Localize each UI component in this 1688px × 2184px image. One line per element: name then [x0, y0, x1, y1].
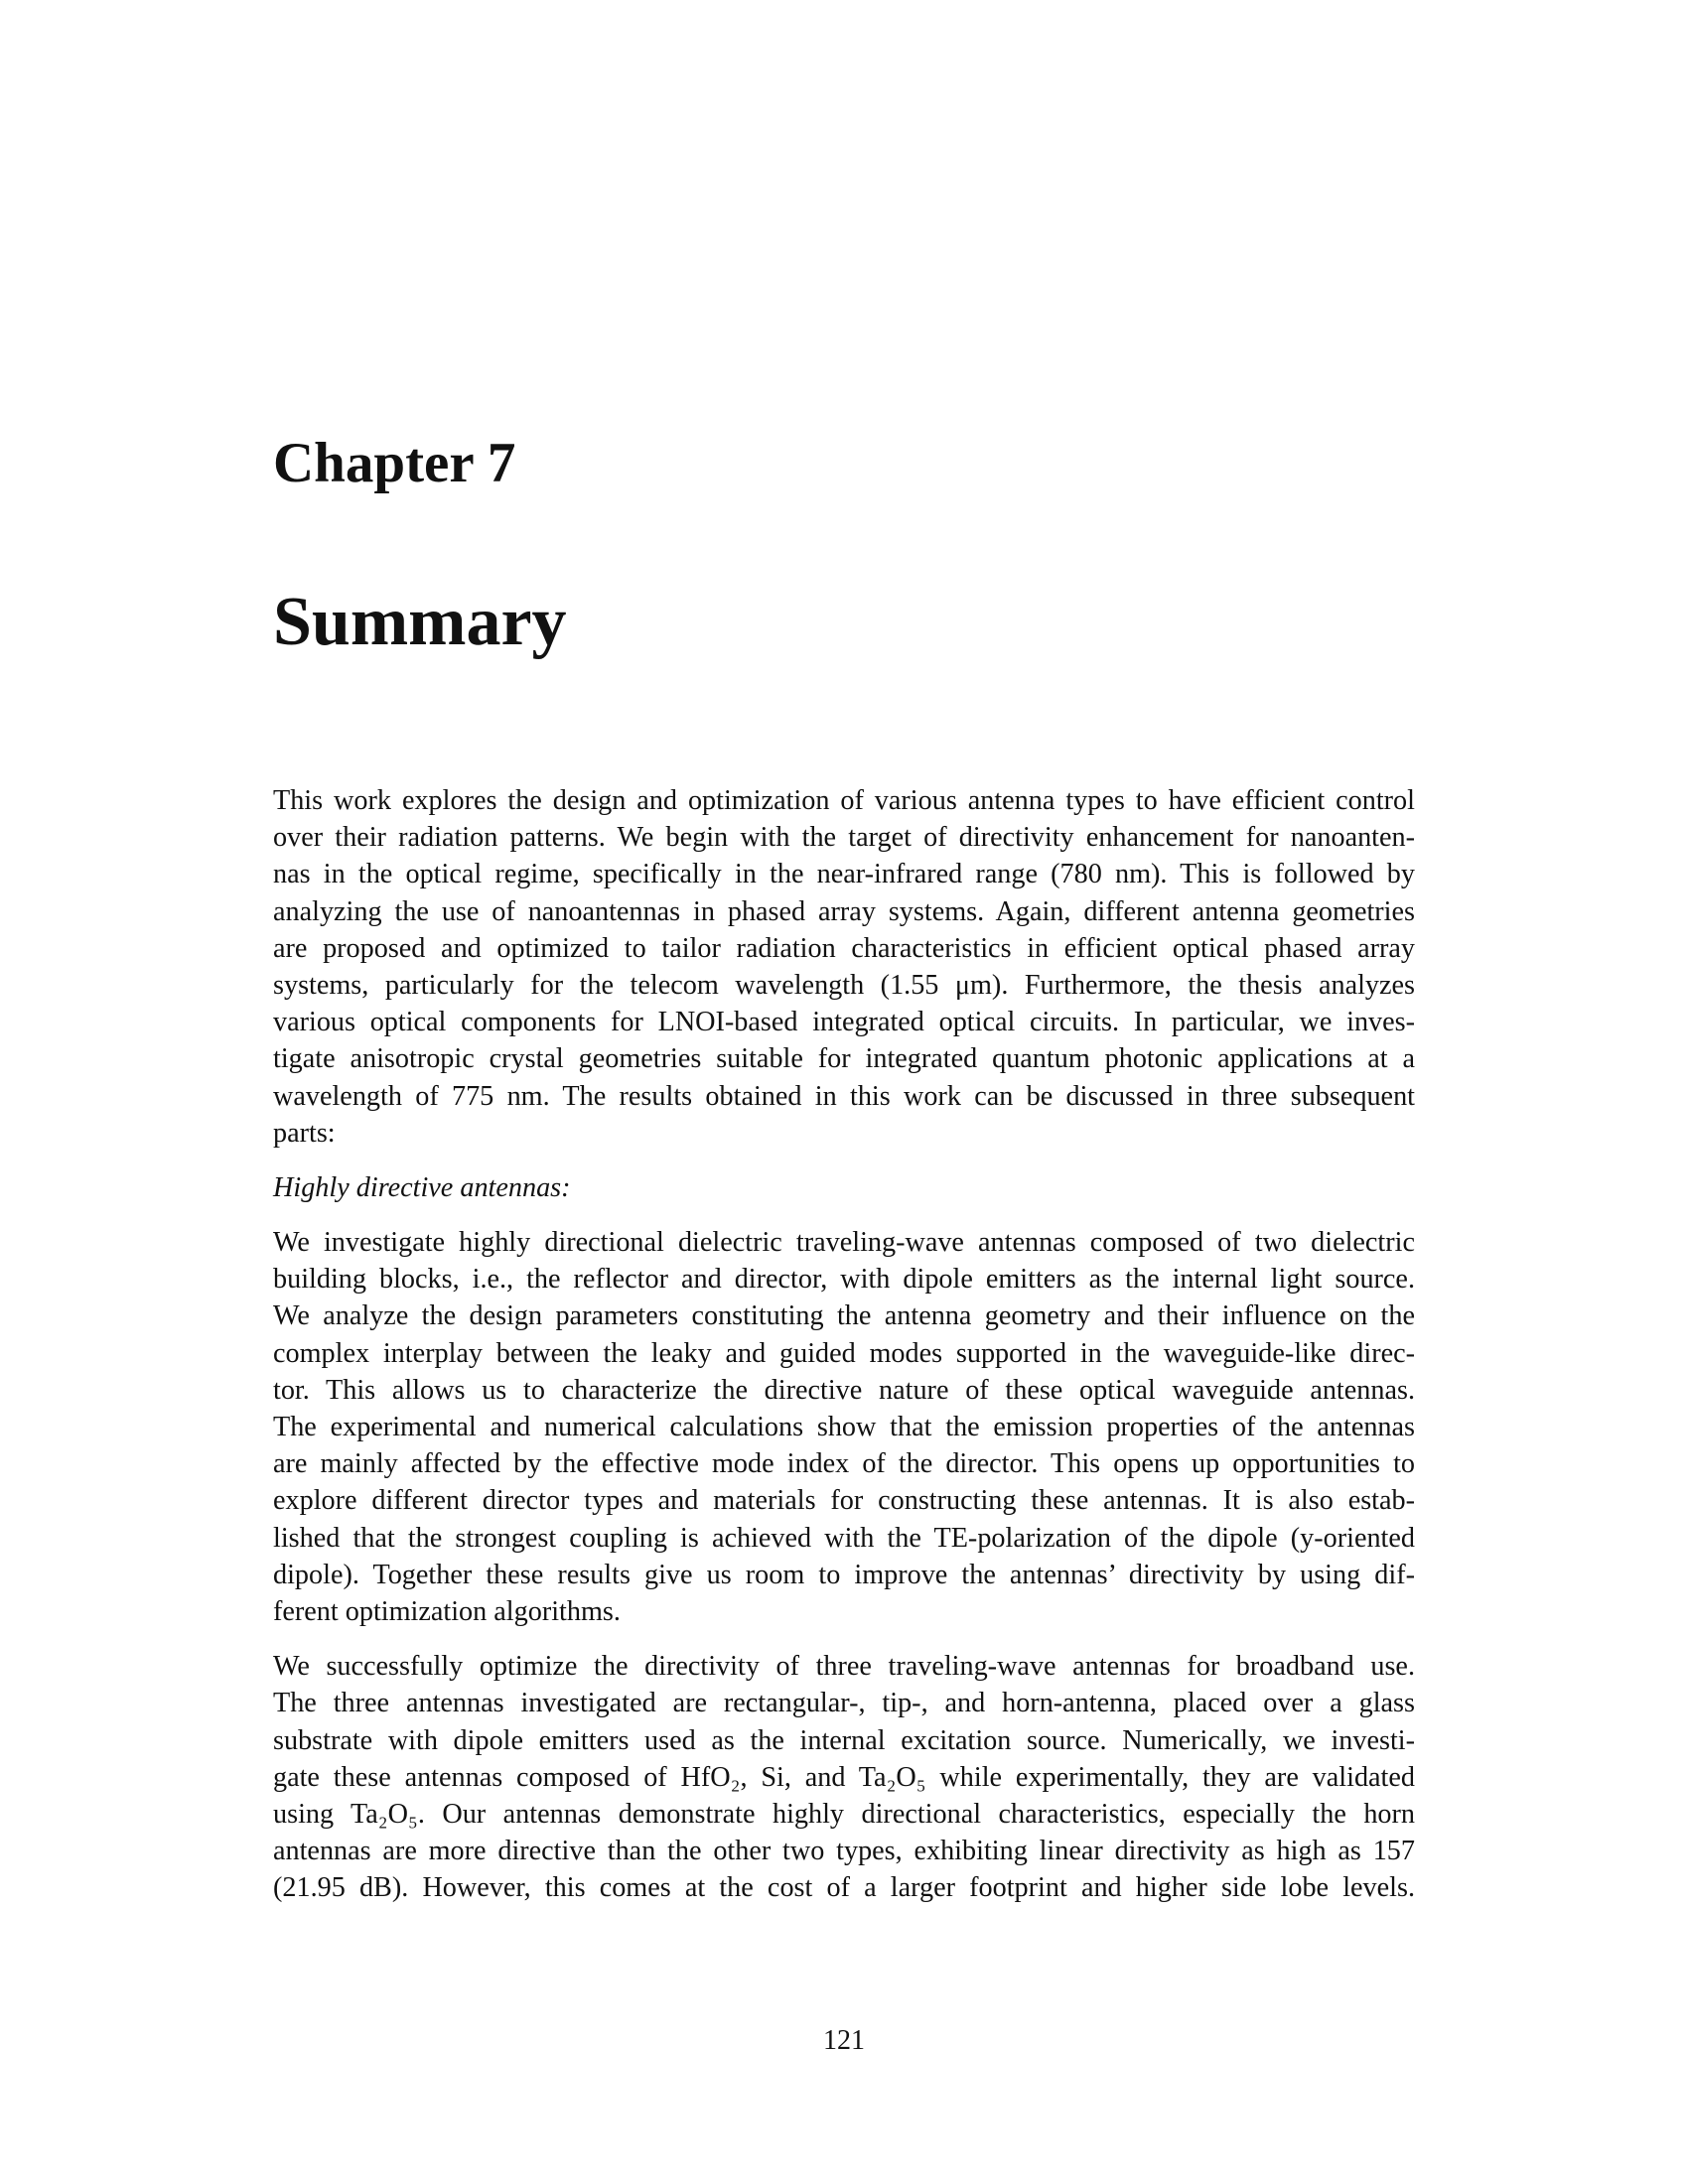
- text-line: over their radiation patterns. We begin with the target of directivity enhancement for nanoanten-: [273, 822, 1415, 854]
- text-line: We analyze the design parameters constituting the antenna geometry and their influence on the: [273, 1300, 1415, 1332]
- text-line: ferent optimization algorithms.: [273, 1595, 621, 1627]
- intro-paragraph: [273, 782, 1415, 1152]
- text-line: systems, particularly for the telecom wavelength (1.55 μm). Furthermore, the thesis analyzes: [273, 969, 1415, 1001]
- text-line: dipole). Together these results give us room to improve the antennas’ directivity by using dif-: [273, 1559, 1415, 1590]
- text-line: (21.95 dB). However, this comes at the cost of a larger footprint and higher side lobe levels.: [273, 1872, 1415, 1904]
- text-line: using Ta₂O₅. Our antennas demonstrate highly directional characteristics, especially the horn: [273, 1798, 1415, 1830]
- text-line: are proposed and optimized to tailor radiation characteristics in efficient optical phased array: [273, 932, 1415, 964]
- paragraph-directive-antennas: [273, 1224, 1415, 1630]
- text-line: analyzing the use of nanoantennas in phased array systems. Again, different antenna geometries: [273, 895, 1415, 927]
- text-line: building blocks, i.e., the reflector and director, with dipole emitters as the internal light source.: [273, 1264, 1415, 1296]
- text-line: We investigate highly directional dielectric traveling-wave antennas composed of two dielectric: [273, 1227, 1415, 1259]
- text-line: gate these antennas composed of HfO₂, Si, and Ta₂O₅ while experimentally, they are validated: [273, 1761, 1415, 1793]
- text-line: antennas are more directive than the other two types, exhibiting linear directivity as high as 157: [273, 1836, 1415, 1867]
- text-line: tigate anisotropic crystal geometries suitable for integrated quantum photonic applications at a: [273, 1043, 1415, 1075]
- text-line: tor. This allows us to characterize the directive nature of these optical waveguide antennas.: [273, 1374, 1415, 1406]
- text-line: We successfully optimize the directivity of three traveling-wave antennas for broadband use.: [273, 1651, 1415, 1683]
- text-line: complex interplay between the leaky and guided modes supported in the waveguide-like direc-: [273, 1337, 1415, 1369]
- chapter-title: Summary: [273, 584, 567, 660]
- text-line: various optical components for LNOI-based integrated optical circuits. In particular, we inves-: [273, 1007, 1415, 1038]
- text-line: wavelength of 775 nm. The results obtained in this work can be discussed in three subsequent: [273, 1080, 1415, 1112]
- text-line: This work explores the design and optimization of various antenna types to have efficient control: [273, 785, 1415, 816]
- text-line: The three antennas investigated are rectangular-, tip-, and horn-antenna, placed over a glass: [273, 1688, 1415, 1719]
- text-line: The experimental and numerical calculations show that the emission properties of the antennas: [273, 1412, 1415, 1442]
- text-line: are mainly affected by the effective mode index of the director. This opens up opportunities to: [273, 1448, 1415, 1480]
- text-line: lished that the strongest coupling is achieved with the TE-polarization of the dipole (y-oriented: [273, 1522, 1415, 1554]
- text-line: parts:: [273, 1117, 336, 1149]
- page-number: 121: [823, 2025, 865, 2056]
- paragraph-optimization: [273, 1648, 1415, 1906]
- text-line: explore different director types and materials for constructing these antennas. It is also estab-: [273, 1485, 1415, 1517]
- chapter-label: Chapter 7: [273, 432, 516, 494]
- text-line: substrate with dipole emitters used as the internal excitation source. Numerically, we investi-: [273, 1724, 1415, 1756]
- body-text: [273, 782, 1415, 1906]
- section-heading: Highly directive antennas:: [273, 1171, 571, 1203]
- text-line: nas in the optical regime, specifically in the near-infrared range (780 nm). This is followed by: [273, 859, 1415, 890]
